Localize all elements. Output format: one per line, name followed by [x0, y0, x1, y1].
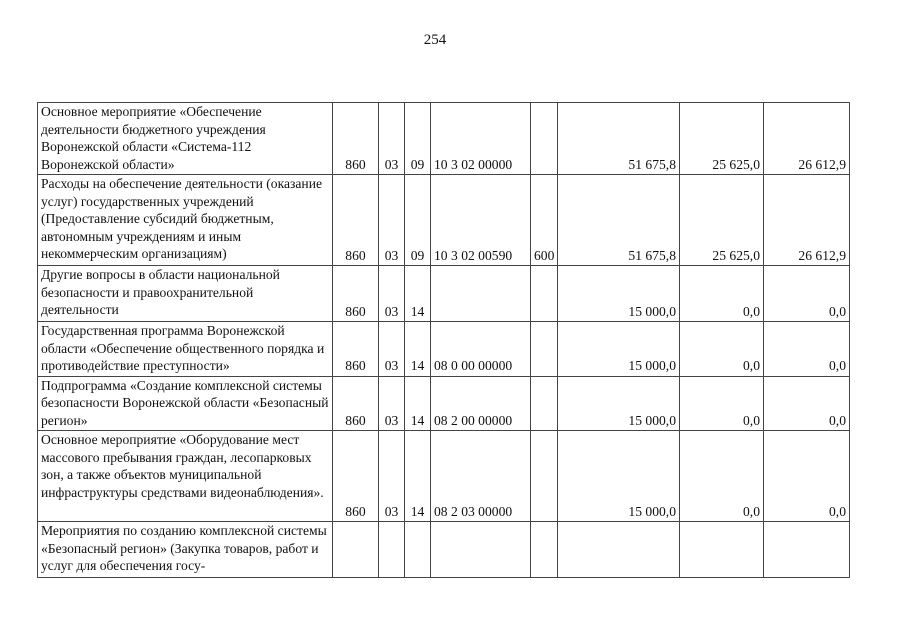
row-vr: [531, 376, 558, 431]
row-year1: 15 000,0: [558, 376, 680, 431]
row-year2: 25 625,0: [680, 103, 764, 175]
row-year1: 15 000,0: [558, 322, 680, 377]
row-name: Другие вопросы в области национальной безопасности и правоохранительной деятельности: [38, 266, 333, 322]
row-year2: 0,0: [680, 322, 764, 377]
row-pr: 14: [405, 431, 431, 522]
row-year1: 15 000,0: [558, 266, 680, 322]
row-name: Подпрограмма «Создание комплексной системы безопасности Воронежской области «Безопасный регион»: [38, 376, 333, 431]
row-pr: 14: [405, 266, 431, 322]
row-year3: 0,0: [764, 266, 850, 322]
row-name: Расходы на обеспечение деятельности (оказание услуг) государственных учреждений (Предоставление субсидий бюджетным, автономным учреждениям и иным некоммерческим организациям): [38, 175, 333, 266]
row-pr: [405, 522, 431, 578]
row-rz: 03: [379, 266, 405, 322]
row-rz: [379, 522, 405, 578]
row-csr: 08 0 00 00000: [431, 322, 531, 377]
row-year3: 0,0: [764, 431, 850, 522]
row-pr: 09: [405, 175, 431, 266]
row-year1: 51 675,8: [558, 103, 680, 175]
row-pr: 14: [405, 322, 431, 377]
row-rz: 03: [379, 175, 405, 266]
row-vr: [531, 103, 558, 175]
row-name: Основное мероприятие «Обеспечение деятельности бюджетного учреждения Воронежской области «Система-112 Воронежской области»: [38, 103, 333, 175]
row-csr: 08 2 03 00000: [431, 431, 531, 522]
row-grbs: [333, 522, 379, 578]
row-year2: 0,0: [680, 431, 764, 522]
row-year1: 51 675,8: [558, 175, 680, 266]
table-row: [38, 103, 850, 175]
row-vr: [531, 266, 558, 322]
row-pr: 09: [405, 103, 431, 175]
row-vr: 600: [531, 175, 558, 266]
row-grbs: 860: [333, 103, 379, 175]
row-rz: 03: [379, 103, 405, 175]
row-pr: 14: [405, 376, 431, 431]
row-year2: [680, 522, 764, 578]
table-row: [38, 175, 850, 266]
page-number: 254: [423, 32, 447, 48]
table-row: [38, 322, 850, 377]
table-row: [38, 431, 850, 522]
row-csr: 10 3 02 00590: [431, 175, 531, 266]
row-year3: [764, 522, 850, 578]
row-grbs: 860: [333, 431, 379, 522]
budget-table: [37, 102, 850, 578]
row-grbs: 860: [333, 266, 379, 322]
row-year3: 26 612,9: [764, 175, 850, 266]
row-csr: [431, 522, 531, 578]
row-year3: 0,0: [764, 376, 850, 431]
table-row: [38, 376, 850, 431]
row-year2: 0,0: [680, 376, 764, 431]
row-year2: 25 625,0: [680, 175, 764, 266]
row-year3: 0,0: [764, 322, 850, 377]
row-name: Мероприятия по созданию комплексной системы «Безопасный регион» (Закупка товаров, работ и услуг для обеспечения госу-: [38, 522, 333, 578]
row-grbs: 860: [333, 175, 379, 266]
row-name: Основное мероприятие «Оборудование мест массового пребывания граждан, лесопарковых зон, а также объектов муниципальной инфраструктуры средствами видеонаблюдения».: [38, 431, 333, 522]
row-grbs: 860: [333, 322, 379, 377]
row-csr: [431, 266, 531, 322]
row-rz: 03: [379, 376, 405, 431]
row-year2: 0,0: [680, 266, 764, 322]
row-csr: 08 2 00 00000: [431, 376, 531, 431]
row-rz: 03: [379, 322, 405, 377]
row-rz: 03: [379, 431, 405, 522]
row-vr: [531, 322, 558, 377]
row-csr: 10 3 02 00000: [431, 103, 531, 175]
row-name: Государственная программа Воронежской области «Обеспечение общественного порядка и противодействие преступности»: [38, 322, 333, 377]
table-row: [38, 522, 850, 578]
row-year3: 26 612,9: [764, 103, 850, 175]
table-row: [38, 266, 850, 322]
row-vr: [531, 522, 558, 578]
row-grbs: 860: [333, 376, 379, 431]
row-year1: 15 000,0: [558, 431, 680, 522]
row-vr: [531, 431, 558, 522]
row-year1: [558, 522, 680, 578]
